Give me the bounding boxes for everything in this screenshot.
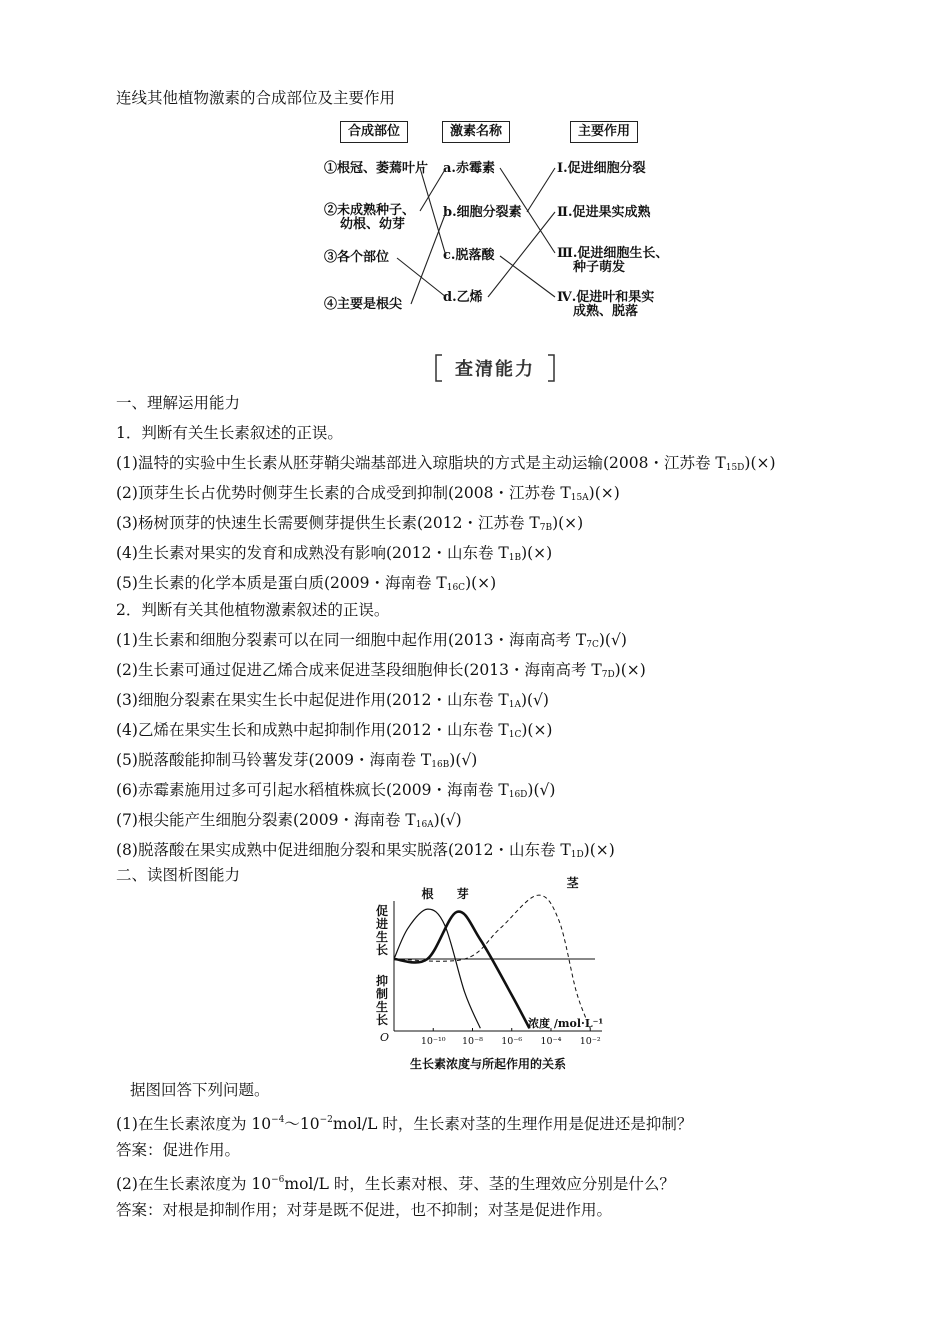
svg-text:查清能力: 查清能力 [455, 359, 535, 380]
x-tick-label: 10⁻¹⁰ [420, 1036, 446, 1047]
x-tick-label: 10⁻² [579, 1036, 601, 1047]
hormone-a: a.赤霉素 [443, 161, 495, 176]
question-item: (4)生长素对果实的发育和成熟没有影响(2012・山东卷 $T_{1B})(\times)$ [116, 544, 553, 563]
matching-lines [0, 0, 950, 340]
question-item: (7)根尖能产生细胞分裂素(2009・海南卷 $T_{16A})(√)$ [116, 811, 462, 830]
q2-heading: 2．判断有关其他植物激素叙述的正误。 [116, 601, 390, 619]
link-site4-hormone-b [411, 212, 446, 304]
intro-title: 连线其他植物激素的合成部位及主要作用 [116, 89, 396, 107]
hormone-b: b.细胞分裂素 [443, 205, 522, 220]
link-site1-hormone-c [420, 168, 446, 256]
series-label: 茎 [566, 876, 579, 890]
question-item: (6)赤霉素施用过多可引起水稻植株疯长(2009・海南卷 $T_{16D})(√)$ [116, 781, 556, 800]
question-item: (2)生长素可通过促进乙烯合成来促进茎段细胞伸长(2013・海南高考 $T_{7D})(\times)$ [116, 661, 646, 680]
header-function: 主要作用 [570, 121, 638, 143]
function-3-line1: Ⅲ.促进细胞生长、 [557, 246, 669, 261]
part2-a2: 答案：对根是抑制作用；对芽是既不促进，也不抑制；对茎是促进作用。 [116, 1201, 613, 1219]
question-item: (5)生长素的化学本质是蛋白质(2009・海南卷 $T_{16C})(\times)$ [116, 574, 497, 593]
site-4: ④主要是根尖 [324, 297, 403, 312]
question-item: (1)温特的实验中生长素从胚芽鞘尖端基部进入琼脂块的方式是主动运输(2008・江苏卷 $T_{15D})(\times)$ [116, 454, 776, 473]
part1-heading: 一、理解运用能力 [116, 394, 241, 412]
header-site: 合成部位 [340, 121, 408, 143]
function-2: Ⅱ.促进果实成熟 [557, 205, 651, 220]
x-tick-label: 10⁻⁶ [501, 1036, 523, 1047]
q1-heading: 1．判断有关生长素叙述的正误。 [116, 424, 343, 442]
question-item: (2)顶芽生长占优势时侧芽生长素的合成受到抑制(2008・江苏卷 $T_{15A})(\times)$ [116, 484, 620, 503]
function-3-line2: 种子萌发 [573, 260, 626, 275]
question-item: (3)细胞分裂素在果实生长中起促进作用(2012・山东卷 $T_{1A})(√)$ [116, 691, 549, 710]
site-2-line2: 幼根、幼芽 [340, 217, 406, 232]
function-4-line1: Ⅳ.促进叶和果实 [557, 290, 655, 305]
series-line-芽 [394, 912, 529, 1029]
question-item: (1)生长素和细胞分裂素可以在同一细胞中起作用(2013・海南高考 $T_{7C})(√)$ [116, 631, 627, 650]
part2-heading: 二、读图析图能力 [116, 866, 241, 884]
series-label: 芽 [456, 887, 469, 902]
x-tick-label: 10⁻⁸ [462, 1036, 483, 1047]
question-item: (8)脱落酸在果实成熟中促进细胞分裂和果实脱落(2012・山东卷 $T_{1D})(\times)$ [116, 841, 615, 860]
hormone-d: d.乙烯 [443, 290, 483, 305]
ylabel-bottom-char: 抑 [376, 974, 389, 988]
ylabel-top-char: 长 [376, 943, 389, 957]
ylabel-bottom-char: 生 [376, 1000, 389, 1014]
series-line-根 [394, 909, 480, 1028]
question-item: (5)脱落酸能抑制马铃薯发芽(2009・海南卷 $T_{16B})(√)$ [116, 751, 478, 770]
hormone-c: c.脱落酸 [443, 248, 495, 263]
site-3: ③各个部位 [324, 250, 390, 265]
part2-a1: 答案：促进作用。 [116, 1141, 241, 1159]
function-1: Ⅰ.促进细胞分裂 [557, 161, 646, 176]
chart-origin: O [380, 1031, 390, 1044]
link-c-func4 [500, 256, 555, 297]
site-1: ①根冠、萎蔫叶片 [324, 161, 429, 176]
link-d-func2 [488, 212, 555, 297]
series-label: 根 [421, 887, 434, 902]
ylabel-top-char: 生 [376, 930, 389, 944]
x-tick-label: 10⁻⁴ [540, 1036, 562, 1047]
question-item: (4)乙烯在果实生长和成熟中起抑制作用(2012・山东卷 $T_{1C})(\times)$ [116, 721, 553, 740]
ylabel-bottom-char: 制 [376, 987, 389, 1001]
chart-xlabel: 浓度 /mol·L⁻¹ [528, 1017, 604, 1030]
function-4-line2: 成熟、脱落 [573, 304, 639, 319]
chart-title: 生长素浓度与所起作用的关系 [409, 1057, 567, 1071]
auxin-chart [370, 876, 610, 1073]
question-item: (3)杨树顶芽的快速生长需要侧芽提供生长素(2012・江苏卷 $T_{7B})(\times)$ [116, 514, 584, 533]
site-2-line1: ②未成熟种子、 [324, 203, 416, 218]
link-b-func1 [527, 168, 555, 212]
ylabel-bottom-char: 长 [376, 1013, 389, 1027]
ylabel-top-char: 进 [376, 917, 389, 931]
header-hormone: 激素名称 [442, 121, 510, 143]
part2-intro: 据图回答下列问题。 [130, 1081, 270, 1099]
part2-q2: (2)在生长素浓度为 $10^{-6}mol/L$ 时，生长素对根、芽、茎的生理效应分别是什么？ [116, 1175, 675, 1193]
ylabel-top-char: 促 [376, 904, 389, 918]
part2-q1: (1)在生长素浓度为 $10^{-4}\sim 10^{-2}mol/L$ 时，生长素对茎的生理作用是促进还是抑制？ [116, 1115, 693, 1133]
link-site2-hormone-a [420, 168, 446, 211]
